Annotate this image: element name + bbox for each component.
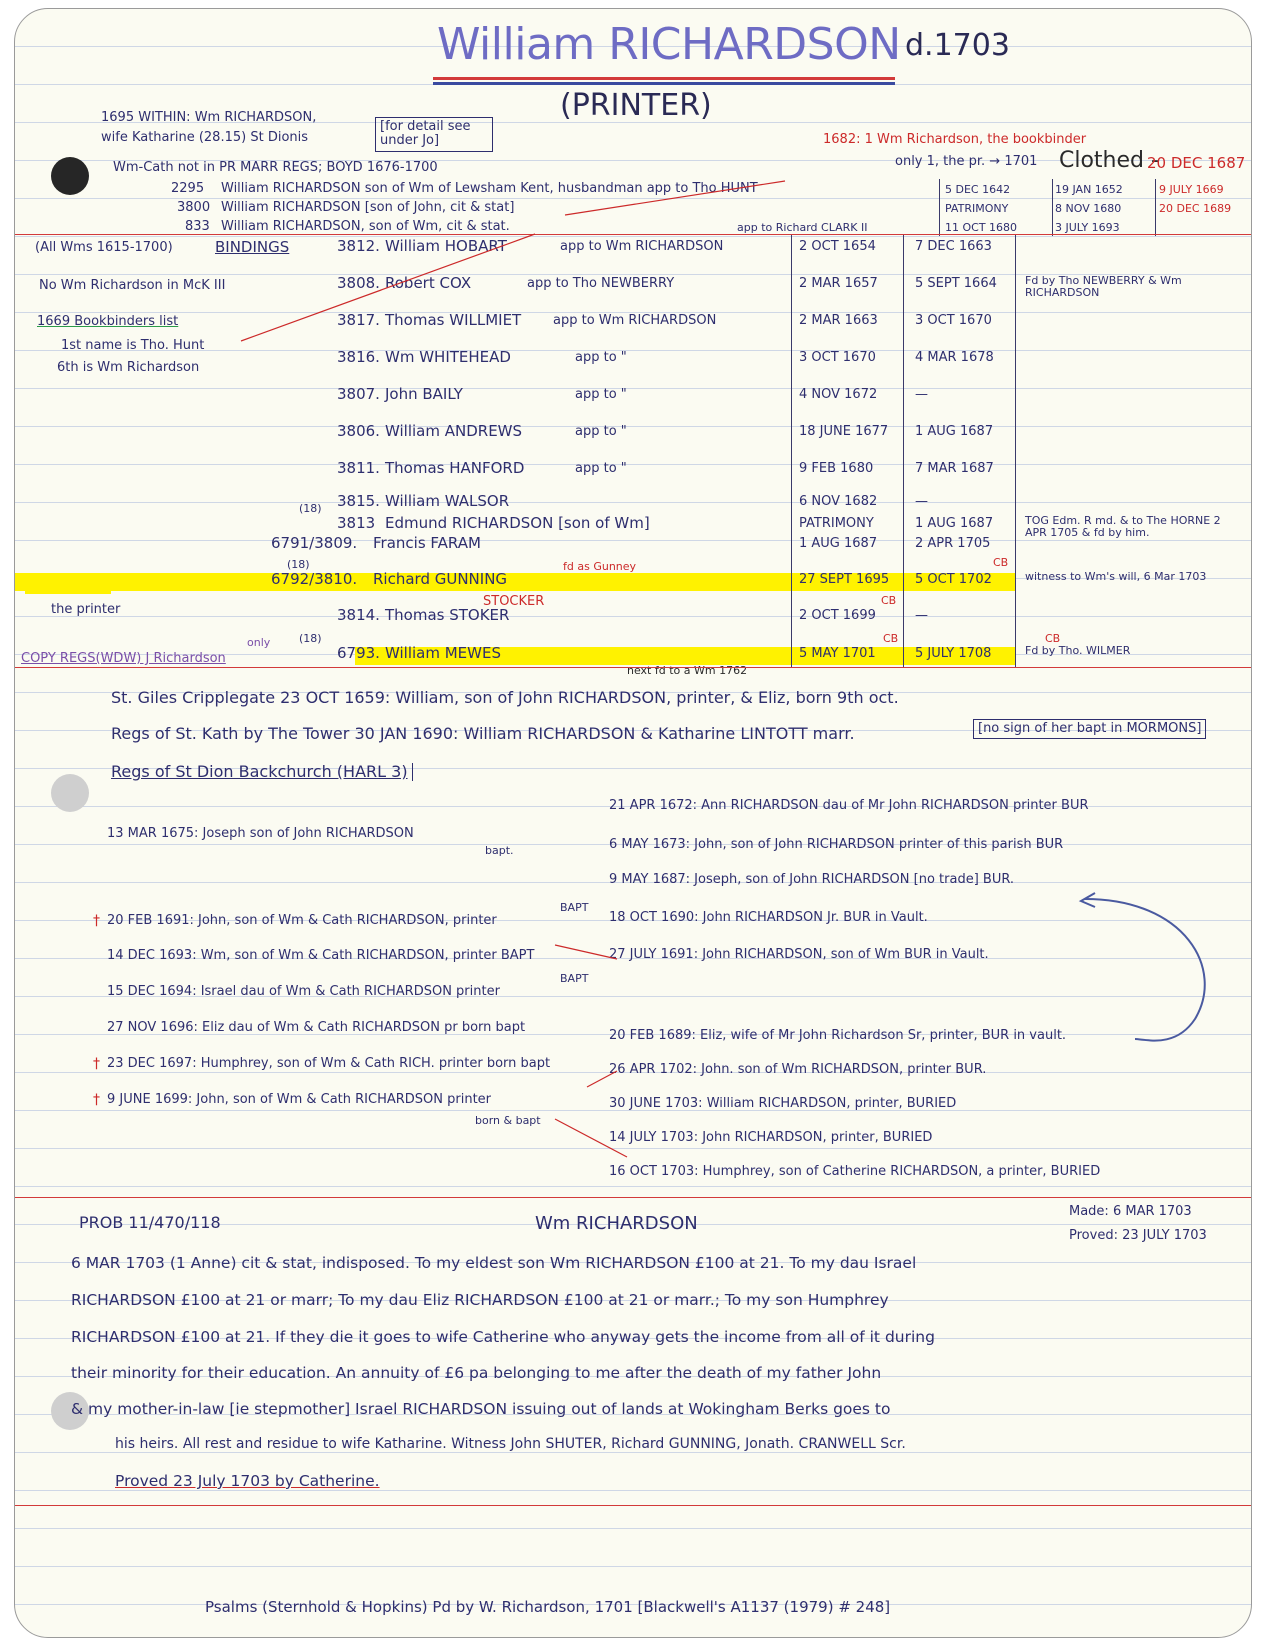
will-text-line: RICHARDSON £100 at 21. If they die it goes to wife Catherine who anyway gets the income from all of it during <box>71 1328 935 1346</box>
cb-mark: CB <box>1045 632 1061 645</box>
binding-date-freed: 5 SEPT 1664 <box>915 276 997 291</box>
burial-entry: 30 JUNE 1703: William RICHARDSON, printer, BURIED <box>609 1096 957 1111</box>
bookbinder-note: 1682: 1 Wm Richardson, the bookbinder <box>823 132 1087 147</box>
binding-date-bound: 2 MAR 1663 <box>799 313 878 328</box>
baptism-entry: 13 MAR 1675: Joseph son of John RICHARDSON <box>107 826 414 841</box>
will-text-line: his heirs. All rest and residue to wife Katharine. Witness John SHUTER, Richard GUNNING, Jonath. CRANWELL Scr. <box>115 1436 906 1452</box>
binding-date-freed: 2 APR 1705 <box>915 536 991 551</box>
notebook-page <box>14 8 1252 1638</box>
apprentice-number: 833 <box>185 219 210 234</box>
parish-entry-st-kath: Regs of St. Kath by The Tower 30 JAN 1690: William RICHARDSON & Katharine LINTOTT marr. <box>111 724 855 743</box>
bookbinders-note-1: 1st name is Tho. Hunt <box>61 338 205 353</box>
apprentice-date-bound: 5 DEC 1642 <box>945 183 1011 196</box>
apprentice-date-clothed: 20 DEC 1689 <box>1159 202 1232 215</box>
highlight-key-label-2: the printer <box>51 602 121 617</box>
binding-apprentice-name: Francis FARAM <box>373 534 481 552</box>
binding-apprentice-name: Robert COX <box>385 274 472 292</box>
burial-entry: 26 APR 1702: John. son of Wm RICHARDSON, printer BUR. <box>609 1062 987 1077</box>
burial-entry: 6 MAY 1673: John, son of John RICHARDSON printer of this parish BUR <box>609 837 1064 852</box>
binding-date-freed: 4 MAR 1678 <box>915 350 994 365</box>
death-dagger: † <box>93 913 100 929</box>
binding-apprentice-name: Thomas WILLMIET <box>385 311 522 329</box>
cb-mark: CB <box>993 556 1009 569</box>
binding-date-freed: — <box>915 387 928 402</box>
arrow-john-1691 <box>555 945 617 959</box>
burial-entry: 18 OCT 1690: John RICHARDSON Jr. BUR in Vault. <box>609 910 928 925</box>
binding-number: 6792/3810. <box>271 570 358 588</box>
burial-entry: 20 FEB 1689: Eliz, wife of Mr John Richardson Sr, printer, BUR in vault. <box>609 1028 1067 1043</box>
will-proved-date: Proved: 23 JULY 1703 <box>1069 1228 1207 1243</box>
burial-entry: 9 MAY 1687: Joseph, son of John RICHARDSON [no trade] BUR. <box>609 872 1015 887</box>
binding-date-freed: — <box>915 494 928 509</box>
bookbinders-list-note: 1669 Bookbinders list <box>37 314 179 329</box>
binding-master: app to " <box>575 461 627 476</box>
binding-date-bound: 3 OCT 1670 <box>799 350 876 365</box>
will-text-line: their minority for their education. An annuity of £6 pa belonging to me after the death of my father John <box>71 1364 882 1382</box>
arrow-loop <box>1085 899 1205 1041</box>
apprentice-text: William RICHARDSON son of Wm of Lewsham Kent, husbandman app to Tho HUNT <box>221 181 758 196</box>
binding-apprentice-name: Edmund RICHARDSON [son of Wm] <box>385 514 650 532</box>
arrow-humphrey-1703 <box>555 1119 627 1157</box>
binding-number: 3807. <box>337 385 380 403</box>
copy-regs-only: only <box>247 636 271 649</box>
binding-number: 3814. <box>337 606 380 624</box>
printer-only-note: only 1, the pr. → 1701 <box>895 154 1038 169</box>
cb-mark: CB <box>881 594 897 607</box>
binding-date-bound: 18 JUNE 1677 <box>799 424 889 439</box>
baptism-entry: 15 DEC 1694: Israel dau of Wm & Cath RICHARDSON printer <box>107 984 500 999</box>
detail-bracket-note: [for detail see under Jo] <box>375 117 493 152</box>
annotation-arrows <box>15 9 1251 1637</box>
binding-date-bound: 1 AUG 1687 <box>799 536 878 551</box>
binding-date-freed: 3 OCT 1670 <box>915 313 992 328</box>
apprentice-text: William RICHARDSON, son of Wm, cit & stat. <box>221 219 510 234</box>
baptism-entry: 20 FEB 1691: John, son of Wm & Cath RICHARDSON, printer <box>107 913 497 928</box>
page-subtitle: (PRINTER) <box>560 88 712 123</box>
next-fd-note: next fd to a Wm 1762 <box>627 664 748 677</box>
binding-number: 3817. <box>337 311 380 329</box>
binding-master: app to " <box>575 424 627 439</box>
marriage-regs-note: Wm-Cath not in PR MARR REGS; BOYD 1676-1700 <box>113 160 438 175</box>
burial-entry: 27 JULY 1691: John RICHARDSON, son of Wm BUR in Vault. <box>609 947 989 962</box>
binding-apprentice-name: William HOBART <box>385 237 507 255</box>
apprentice-number: 2295 <box>171 181 205 196</box>
binding-master: app to Tho NEWBERRY <box>527 276 675 291</box>
fd-as-gunney-note: fd as Gunney <box>563 560 637 573</box>
baptism-entry: 23 DEC 1697: Humphrey, son of Wm & Cath RICH. printer born bapt <box>107 1056 551 1071</box>
binding-apprentice-name: Wm WHITEHEAD <box>385 348 511 366</box>
binding-number: 3806. <box>337 422 380 440</box>
binding-note: Fd by Tho NEWBERRY & Wm RICHARDSON <box>1025 274 1182 300</box>
apprentice-text: William RICHARDSON [son of John, cit & stat] <box>221 200 515 215</box>
binding-date-bound: 6 NOV 1682 <box>799 494 878 509</box>
binding-apprentice-name: Thomas HANFORD <box>385 459 525 477</box>
stocker-note: STOCKER <box>483 594 545 609</box>
apprentice-date-freed: 19 JAN 1652 <box>1055 183 1123 196</box>
binding-date-freed: 5 OCT 1702 <box>915 572 992 587</box>
binding-apprentice-name: William WALSOR <box>385 492 510 510</box>
bookbinders-note-2: 6th is Wm Richardson <box>57 360 200 375</box>
apprentice-date-freed: 8 NOV 1680 <box>1055 202 1122 215</box>
binding-number: 6791/3809. <box>271 534 358 552</box>
binding-master: app to " <box>575 387 627 402</box>
burial-entry: 21 APR 1672: Ann RICHARDSON dau of Mr John RICHARDSON printer BUR <box>609 798 1089 813</box>
binding-apprentice-name: John BAILY <box>385 385 463 403</box>
binding-master: app to Wm RICHARDSON <box>553 313 717 328</box>
within-note-1: 1695 WITHIN: Wm RICHARDSON, <box>101 110 317 125</box>
st-dion-regs-heading: Regs of St Dion Backchurch (HARL 3) <box>111 763 413 781</box>
burial-entry: 16 OCT 1703: Humphrey, son of Catherine RICHARDSON, a printer, BURIED <box>609 1164 1101 1179</box>
death-dagger: † <box>93 1056 100 1072</box>
binding-date-bound: 4 NOV 1672 <box>799 387 878 402</box>
baptism-entry: 27 NOV 1696: Eliz dau of Wm & Cath RICHARDSON pr born bapt <box>107 1020 526 1035</box>
arrow-bookbinders <box>241 234 535 341</box>
binding-date-bound: PATRIMONY <box>799 516 874 531</box>
binding-note: TOG Edm. R md. & to The HORNE 2 APR 1705 & fd by him. <box>1025 514 1221 540</box>
binding-date-freed: 1 AUG 1687 <box>915 516 994 531</box>
binding-number: 3813 <box>337 514 376 532</box>
binding-apprentice-name: William MEWES <box>385 644 501 662</box>
clothed-date: 20 DEC 1687 <box>1147 154 1246 172</box>
will-testator: Wm RICHARDSON <box>535 1213 698 1234</box>
apprentice-date-clothed: 9 JULY 1669 <box>1159 183 1224 196</box>
all-wms-note: (All Wms 1615-1700) <box>35 240 173 255</box>
binding-apprentice-name: William ANDREWS <box>385 422 523 440</box>
will-made-date: Made: 6 MAR 1703 <box>1069 1204 1192 1219</box>
binding-number: 6793. <box>337 644 380 662</box>
binding-mark: (18) <box>299 502 322 515</box>
baptism-extra: BAPT <box>560 901 589 914</box>
binding-number: 3811. <box>337 459 380 477</box>
will-text-line: & my mother-in-law [ie stepmother] Israel RICHARDSON issuing out of lands at Wokingham Berks goes to <box>71 1400 891 1418</box>
arrow-app-hunt <box>565 181 785 215</box>
binding-mark: (18) <box>299 632 322 645</box>
binding-apprentice-name: Richard GUNNING <box>373 570 508 588</box>
apprentice-number: 3800 <box>177 200 211 215</box>
bindings-label: BINDINGS <box>215 238 290 256</box>
binding-date-bound: 2 MAR 1657 <box>799 276 878 291</box>
burial-entry: 14 JULY 1703: John RICHARDSON, printer, BURIED <box>609 1130 933 1145</box>
baptism-entry: 14 DEC 1693: Wm, son of Wm & Cath RICHARDSON, printer BAPT <box>107 948 535 963</box>
binding-number: 3812. <box>337 237 380 255</box>
binding-date-bound: 2 OCT 1699 <box>799 608 876 623</box>
binding-date-bound: 27 SEPT 1695 <box>799 572 890 587</box>
death-year: d.1703 <box>905 28 1010 63</box>
will-text-line: Proved 23 July 1703 by Catherine. <box>115 1472 380 1490</box>
page-title: William RICHARDSON <box>437 19 901 70</box>
binding-date-freed: — <box>915 608 928 623</box>
baptism-extra: born & bapt <box>475 1114 541 1127</box>
baptism-extra: BAPT <box>560 972 589 985</box>
binding-note: Fd by Tho. WILMER <box>1025 644 1131 657</box>
apprentice-date-freed: 3 JULY 1693 <box>1055 221 1120 234</box>
binding-date-bound: 5 MAY 1701 <box>799 646 876 661</box>
binding-master: app to Wm RICHARDSON <box>560 239 724 254</box>
binding-date-freed: 5 JULY 1708 <box>915 646 992 661</box>
will-reference: PROB 11/470/118 <box>79 1213 221 1232</box>
binding-number: 3816. <box>337 348 380 366</box>
binding-mark: (18) <box>287 558 310 571</box>
binding-number: 3808. <box>337 274 380 292</box>
binding-master: app to " <box>575 350 627 365</box>
baptism-entry: 9 JUNE 1699: John, son of Wm & Cath RICHARDSON printer <box>107 1092 492 1107</box>
baptism-extra: bapt. <box>485 844 514 857</box>
within-note-2: wife Katharine (28.15) St Dionis <box>101 130 309 145</box>
clothed-label: Clothed - <box>1059 148 1159 173</box>
section-rule <box>15 1505 1251 1506</box>
death-dagger: † <box>93 1092 100 1108</box>
binding-number: 3815. <box>337 492 380 510</box>
no-bapt-note: [no sign of her bapt in MORMONS] <box>973 719 1206 739</box>
arrow-john-1702 <box>587 1071 617 1087</box>
cb-mark: CB <box>883 632 899 645</box>
apprentice-date-bound: 11 OCT 1680 <box>945 221 1018 234</box>
apprentice-master: app to Richard CLARK II <box>737 221 868 234</box>
will-text-line: RICHARDSON £100 at 21 or marr; To my dau Eliz RICHARDSON £100 at 21 or marr.; To my son Humphrey <box>71 1291 889 1309</box>
binding-date-freed: 7 DEC 1663 <box>915 239 992 254</box>
apprentice-date-bound: PATRIMONY <box>945 202 1009 215</box>
binding-date-bound: 9 FEB 1680 <box>799 461 874 476</box>
binding-date-freed: 7 MAR 1687 <box>915 461 994 476</box>
section-rule <box>15 1197 1251 1198</box>
copy-regs-note: COPY REGS(WDW) J Richardson <box>21 651 226 666</box>
binding-date-bound: 2 OCT 1654 <box>799 239 876 254</box>
footer-psalms-note: Psalms (Sternhold & Hopkins) Pd by W. Richardson, 1701 [Blackwell's A1137 (1979) # 248] <box>205 1598 891 1616</box>
binding-note: witness to Wm's will, 6 Mar 1703 <box>1025 570 1207 583</box>
no-mck-note: No Wm Richardson in McK III <box>39 278 226 293</box>
binding-apprentice-name: Thomas STOKER <box>385 606 510 624</box>
parish-entry-cripplegate: St. Giles Cripplegate 23 OCT 1659: William, son of John RICHARDSON, printer, & Eliz, born 9th oct. <box>111 688 899 707</box>
binding-date-freed: 1 AUG 1687 <box>915 424 994 439</box>
will-text-line: 6 MAR 1703 (1 Anne) cit & stat, indisposed. To my eldest son Wm RICHARDSON £100 at 21. To my dau Israel <box>71 1254 917 1272</box>
